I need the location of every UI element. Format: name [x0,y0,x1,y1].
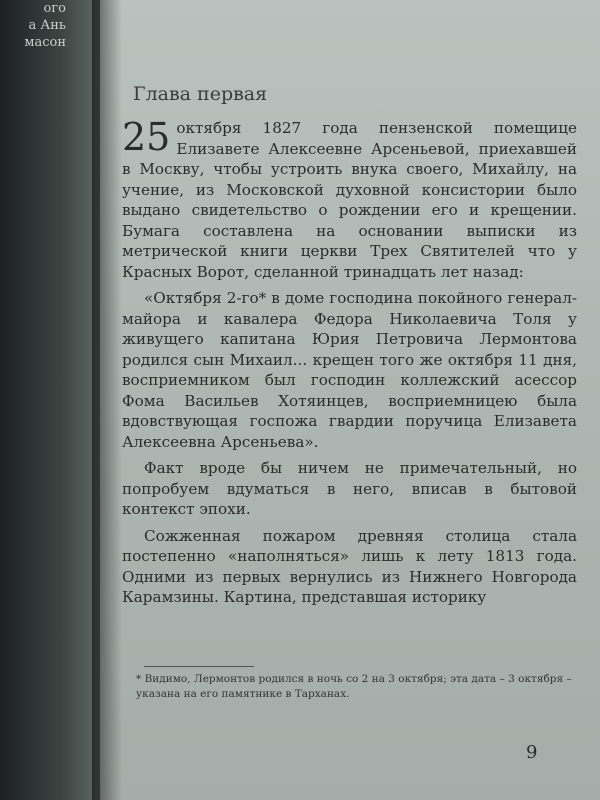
left-page-line: а Ань [28,18,66,33]
page-gutter-shadow [92,0,122,800]
footnote: * Видимо, Лермонтов родился в ночь со 2 на 3 октября; эта дата – 3 октября – указана на его памятнике в Тарханах. [136,673,572,700]
footnote-rule [144,666,254,667]
body-text [122,115,577,608]
book-page [100,0,600,800]
left-page-text [8,0,66,51]
intro-text: октября 1827 года пензенской помещице Елизавете Алексеевне Арсеньевой, приехавшей в Москву, чтобы устроить внука своего, Михайлу, на учение, из Московской духовной консистории было выдано свидетельство о рождении его и крещении. Бумага составлена на основании выписки из метрической книги церкви Трех Святителей что у Красных Ворот, сделанной тринадцать лет назад: [122,119,577,281]
chapter-title: Глава первая [133,83,268,105]
page-number: 9 [526,742,538,763]
quote-paragraph: «Октября 2-го* в доме господина покойного генерал-майора и кавалера Федора Николаевича Толя у живущего капитана Юрия Петровича Лермонтова родился сын Михаил... крещен того же октября 11 дня, восприемником был господин коллежский асессор Фома Васильев Хотяинцев, восприемницею была вдовствующая госпожа гвардии поручица Елизавета Алексеевна Арсеньева». [122,289,577,451]
drop-cap: 25 [122,115,171,159]
left-page-line: масон [24,35,66,50]
intro-paragraph [122,115,577,282]
left-page-line: ого [43,1,66,16]
paragraph-3: Факт вроде бы ничем не примечательный, но попробуем вдуматься в него, вписав в бытовой контекст эпохи. [122,459,577,518]
paragraph-4: Сожженная пожаром древняя столица стала постепенно «наполняться» лишь к лету 1813 года. Одними из первых вернулись из Нижнего Новгорода Карамзины. Картина, представшая историку [122,526,577,606]
